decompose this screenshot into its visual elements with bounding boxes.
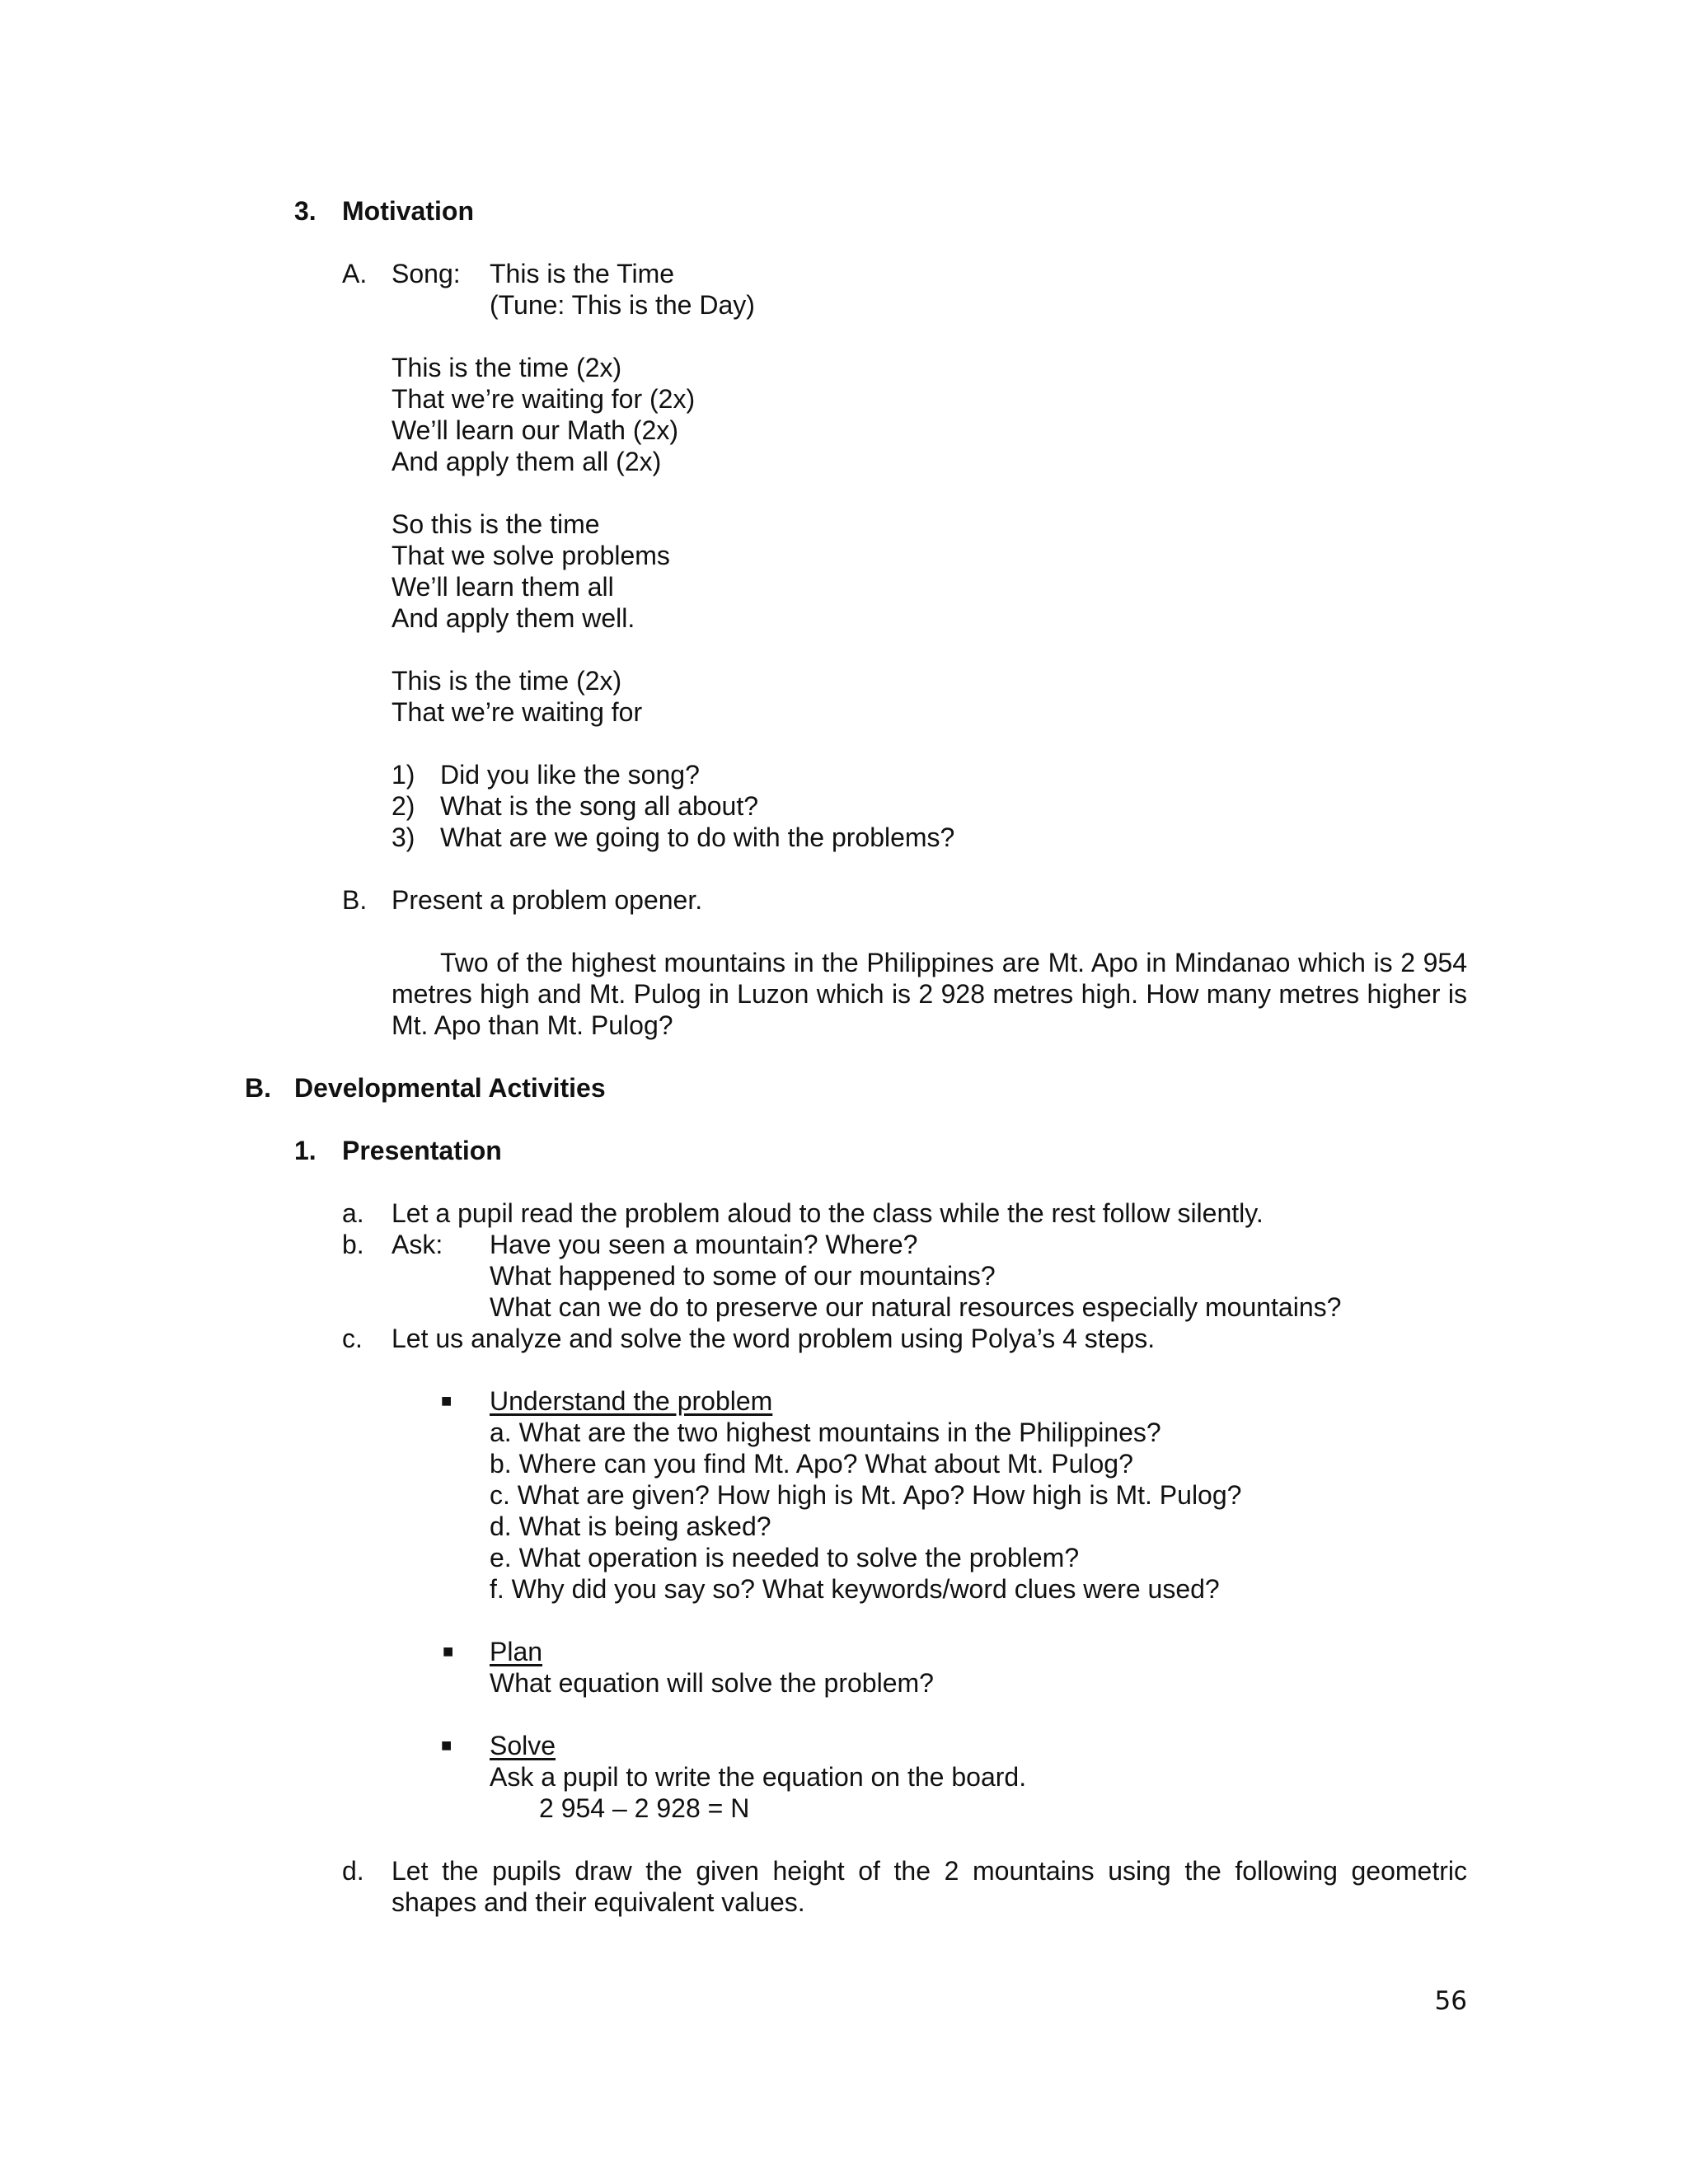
- item-marker-a: A.: [342, 259, 368, 288]
- song-title: This is the Time: [490, 259, 675, 288]
- question-number: 1): [392, 760, 415, 790]
- step-question: e. What operation is needed to solve the problem?: [490, 1543, 1080, 1572]
- step-title-solve: Solve: [490, 1731, 556, 1760]
- question-text: Did you like the song?: [440, 760, 700, 790]
- subsection-number: 1.: [294, 1136, 316, 1165]
- section-number: 3.: [294, 196, 316, 226]
- item-marker-b: b.: [342, 1230, 364, 1259]
- song-tune: (Tune: This is the Day): [490, 290, 755, 320]
- question-text: What are we going to do with the problems?: [440, 823, 955, 852]
- equation: 2 954 – 2 928 = N: [539, 1793, 750, 1823]
- ask-question: What can we do to preserve our natural resources especially mountains?: [490, 1292, 1342, 1322]
- song-line: So this is the time: [392, 509, 600, 539]
- square-bullet-icon: ■: [441, 1735, 452, 1755]
- step-text-solve: Ask a pupil to write the equation on the board.: [490, 1762, 1027, 1792]
- song-line: This is the time (2x): [392, 353, 622, 382]
- song-line: That we’re waiting for (2x): [392, 384, 696, 414]
- item-text-d: Let the pupils draw the given height of the 2 mountains using the following geometric shapes and their equivalent values.: [392, 1856, 1467, 1917]
- section-heading-developmental: Developmental Activities: [294, 1073, 606, 1103]
- section-marker: B.: [245, 1073, 271, 1103]
- problem-paragraph: Two of the highest mountains in the Philippines are Mt. Apo in Mindanao which is 2 954 metres high and Mt. Pulog in Luzon which is 2 928 metres high. How many metres higher is Mt. Apo than Mt. Pulog?: [392, 948, 1467, 1040]
- ask-question: What happened to some of our mountains?: [490, 1261, 996, 1291]
- song-line: That we solve problems: [392, 541, 670, 570]
- question-number: 2): [392, 791, 415, 821]
- ask-question: Have you seen a mountain? Where?: [490, 1230, 918, 1259]
- item-text-a: Let a pupil read the problem aloud to the class while the rest follow silently.: [392, 1198, 1264, 1228]
- song-line: We’ll learn our Math (2x): [392, 415, 678, 445]
- song-line: This is the time (2x): [392, 666, 622, 696]
- song-line: That we’re waiting for: [392, 697, 643, 727]
- section-heading-motivation: Motivation: [342, 196, 474, 226]
- ask-label: Ask:: [392, 1230, 443, 1259]
- item-marker-c: c.: [342, 1324, 363, 1353]
- song-label: Song:: [392, 259, 461, 288]
- problem-opener-label: Present a problem opener.: [392, 885, 703, 915]
- step-question: c. What are given? How high is Mt. Apo? How high is Mt. Pulog?: [490, 1480, 1242, 1510]
- item-text-c: Let us analyze and solve the word problem using Polya’s 4 steps.: [392, 1324, 1156, 1353]
- step-question: a. What are the two highest mountains in the Philippines?: [490, 1418, 1161, 1447]
- step-title-plan: Plan: [490, 1637, 543, 1666]
- page-number: 56: [1434, 1986, 1467, 2016]
- item-marker-a: a.: [342, 1198, 364, 1228]
- item-marker-b: B.: [342, 885, 368, 915]
- song-line: We’ll learn them all: [392, 572, 614, 602]
- song-line: And apply them all (2x): [392, 447, 662, 476]
- question-text: What is the song all about?: [440, 791, 759, 821]
- question-number: 3): [392, 823, 415, 852]
- step-question: b. Where can you find Mt. Apo? What about Mt. Pulog?: [490, 1449, 1133, 1479]
- square-bullet-icon: ■: [443, 1641, 454, 1661]
- item-marker-d: d.: [342, 1856, 364, 1886]
- subsection-heading-presentation: Presentation: [342, 1136, 502, 1165]
- step-text-plan: What equation will solve the problem?: [490, 1668, 934, 1698]
- step-question: d. What is being asked?: [490, 1511, 771, 1541]
- song-line: And apply them well.: [392, 603, 635, 633]
- square-bullet-icon: ■: [441, 1390, 452, 1411]
- step-question: f. Why did you say so? What keywords/word clues were used?: [490, 1574, 1220, 1604]
- step-title-understand: Understand the problem: [490, 1386, 773, 1416]
